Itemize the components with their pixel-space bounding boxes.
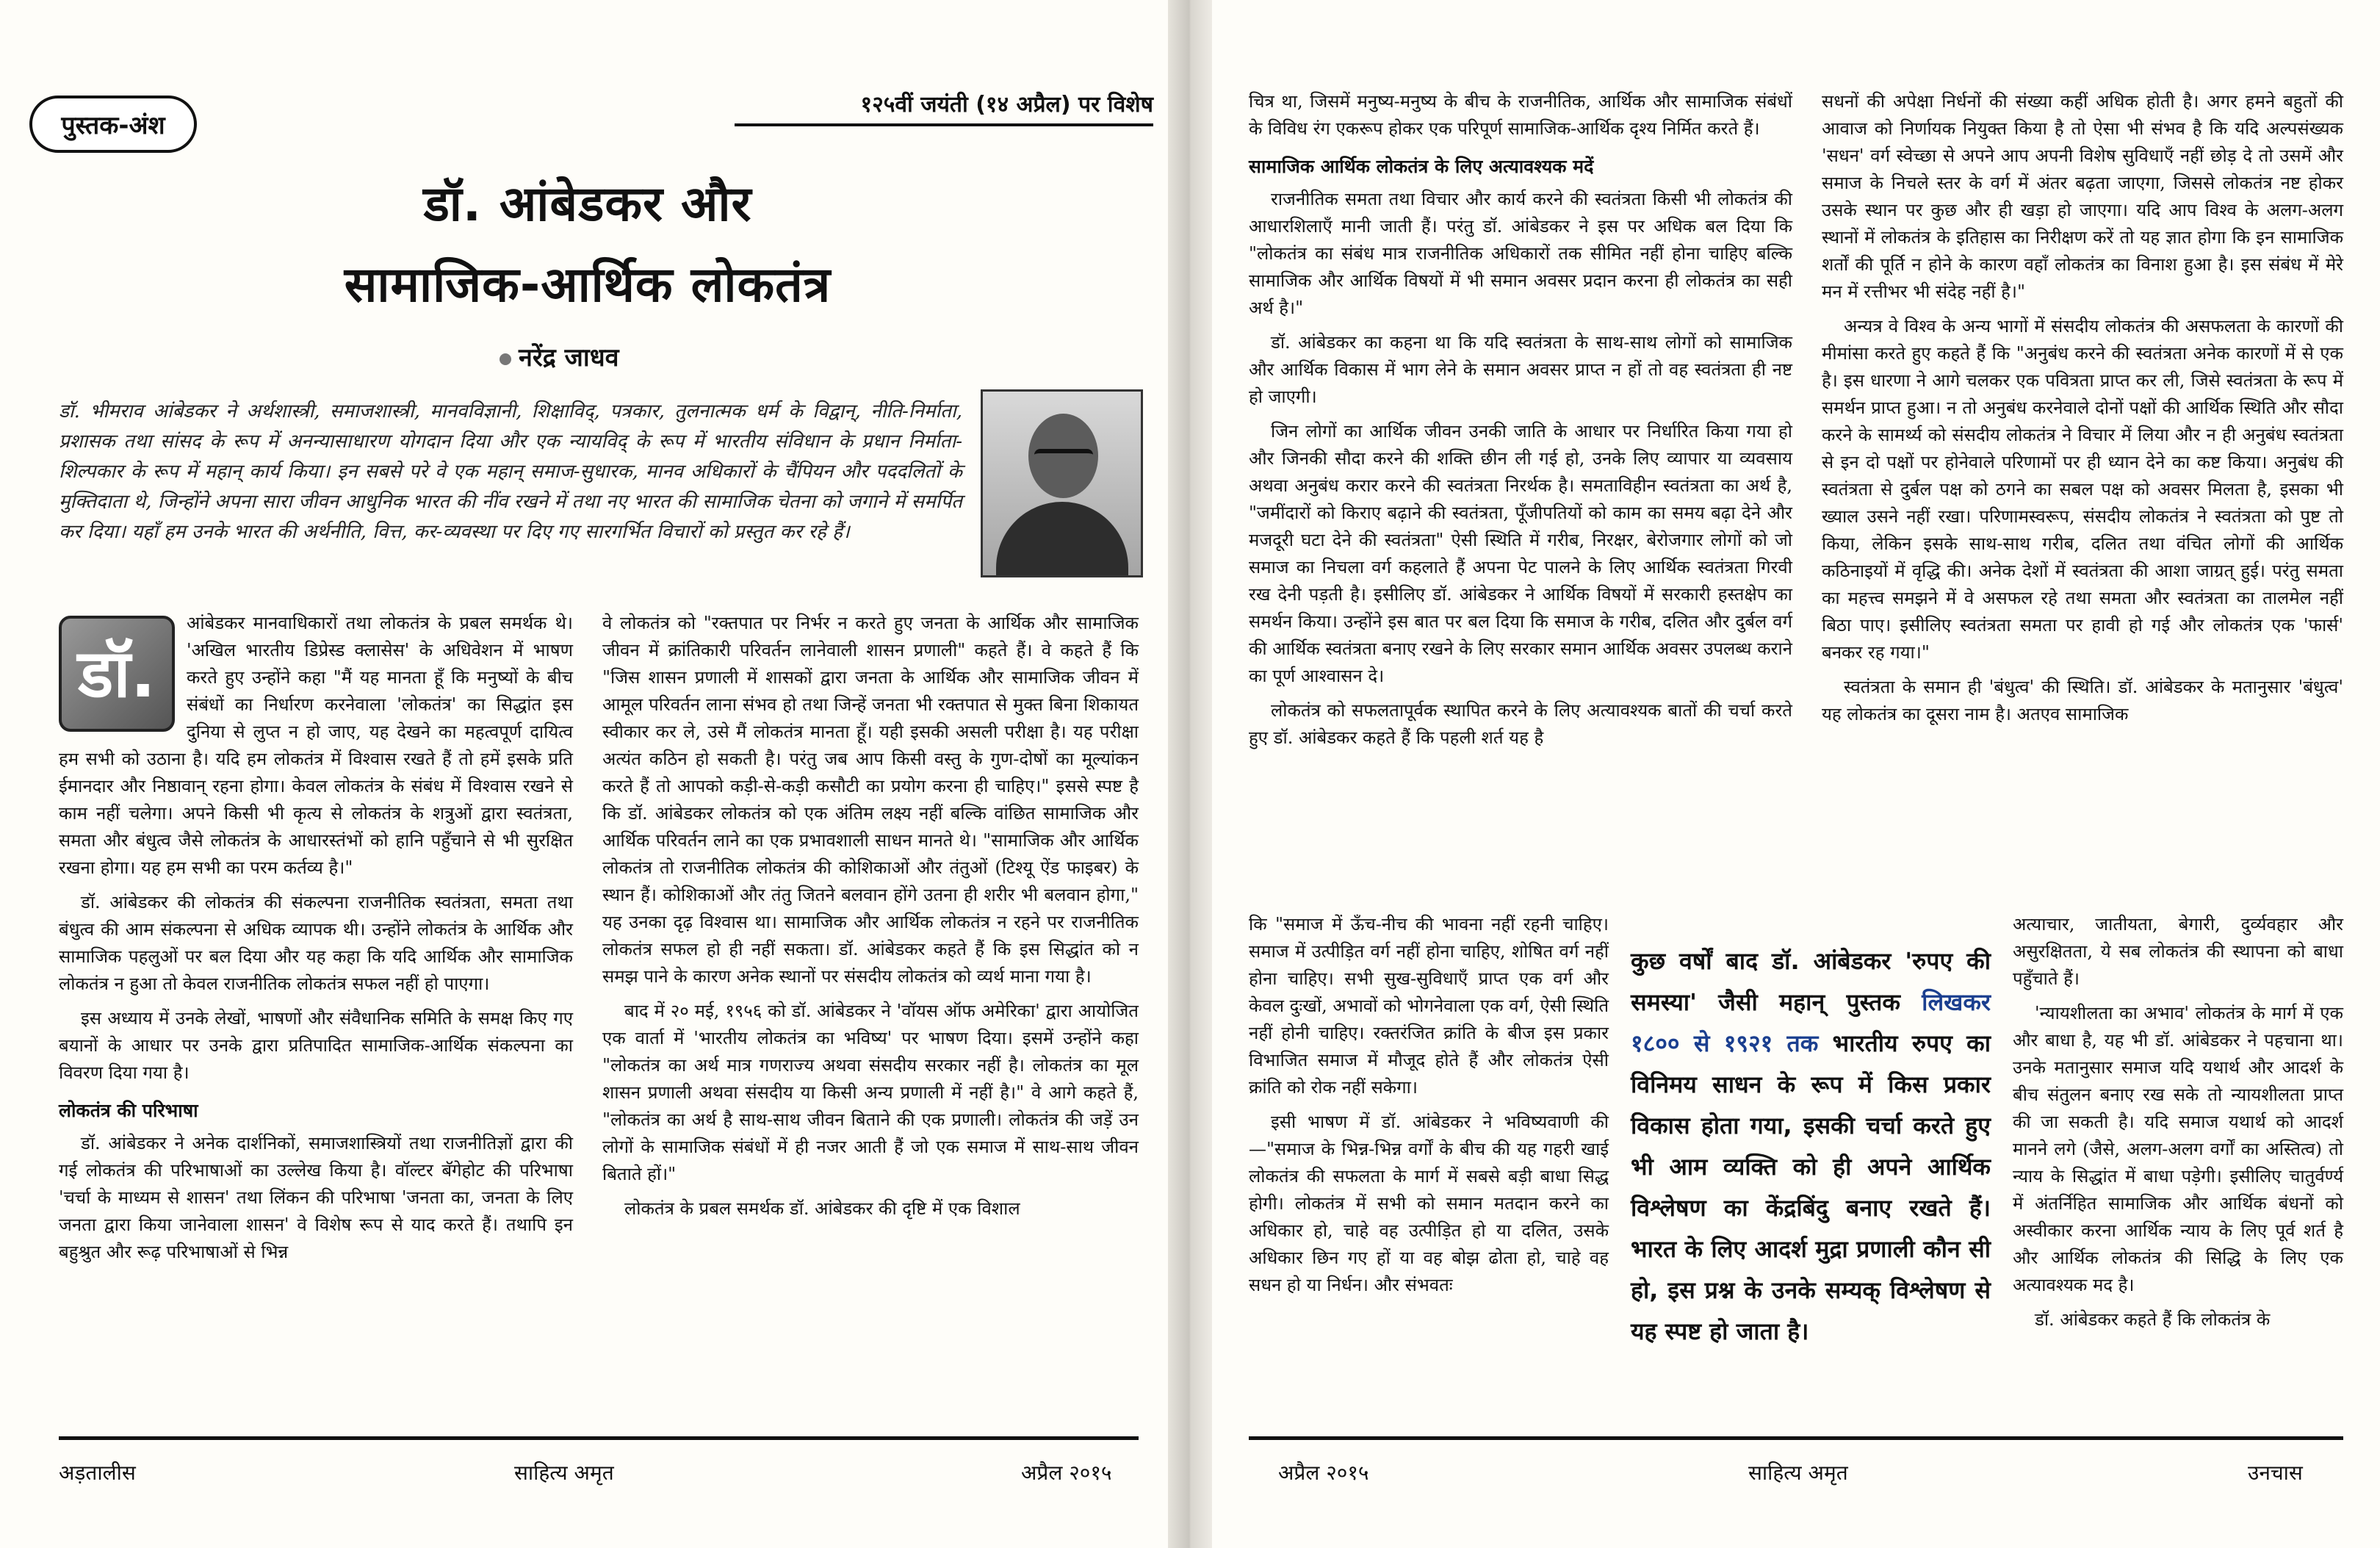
opening-text: आंबेडकर मानवाधिकारों तथा लोकतंत्र के प्रबल समर्थक थे। 'अखिल भारतीय डिप्रेस्ड क्लासेस' के अधिवेशन में भाषण करते हुए उन्होंने कहा "मैं यह मानता हूँ कि मनुष्यों के बीच संबंधों का निर्धारण करनेवाला 'लोकतंत्र' का सिद्धांत इस दुनिया से लुप्त न हो जाए, यह देखने का महत्वपूर्ण दायित्व हम सभी को उठाना है। यदि हम लोकतंत्र में विश्वास रखते हैं तो हमें इसके प्रति ईमानदार और निष्ठावान् रहना होगा। केवल लोकतंत्र के संबंध में विश्वास रखने से काम नहीं चलेगा। अपने किसी भी कृत्य से लोकतंत्र के शत्रुओं द्वारा स्वतंत्रता, समता और बंधुत्व जैसे लोकतंत्र के आधारस्तंभों को हानि पहुँचाने से भी सुरक्षित रखना होगा। यह हम सभी का परम कर्तव्य है।" — [59, 613, 573, 878]
paragraph: डॉ. आंबेडकर ने अनेक दार्शनिकों, समाजशास्त्रियों तथा राजनीतिज्ञों द्वारा की गई लोकतंत्र की परिभाषाओं का उल्लेख किया है। वॉल्टर बॅगेहोट की परिभाषा 'चर्चा के माध्यम से शासन' तथा लिंकन की परिभाषा 'जनता का, जनता के लिए जनता द्वारा किया जानेवाला शासन' वे विशेष रूप से याद करते हैं। तथापि इन बहुश्रुत और रूढ़ परिभाषाओं से भिन्न — [59, 1133, 573, 1262]
intro-paragraph: डॉ. भीमराव आंबेडकर ने अर्थशास्त्री, समाजशास्त्री, मानवविज्ञानी, शिक्षाविद्, पत्रकार, तुलनात्मक धर्म के विद्वान्, नीति-निर्माता, प्रशासक तथा सांसद के रूप में अनन्यासाधारण योगदान दिया और एक न्यायविद् के रूप में भारतीय संविधान के प्रधान निर्माता-शिल्पकार के रूप में महान् कार्य किया। इन सबसे परे वे एक महान् समाज-सुधारक, मानव अधिकारों के चैंपियन और पददलितों के मुक्तिदाता थे, जिन्होंने अपना सारा जीवन आधुनिक भारत की नींव रखने में तथा नए भारत की सामाजिक चेतना को जगाने में समर्पित कर दिया। यहाँ हम उनके भारत की अर्थनीति, वित्त, कर-व्यवस्था पर दिए गए सारगर्भित विचारों को प्रस्तुत कर रहे हैं। — [59, 400, 962, 543]
portrait-photo — [981, 389, 1143, 577]
right-column-2-lower — [2013, 911, 2343, 1341]
pull-quote-part-2: लिखकर १८०० से १९२१ तक — [1631, 988, 1991, 1057]
paragraph: इसी भाषण में डॉ. आंबेडकर ने भविष्यवाणी की—"समाज के भिन्न-भिन्न वर्गों के बीच की यह गहरी खाई लोकतंत्र की सफलता के मार्ग में सबसे बड़ी बाधा सिद्ध होगी। लोकतंत्र में सभी को समान मतदान करने का अधिकार हो, चाहे वह उत्पीड़ित हो या दलित, उसके अधिकार छिन गए हों या वह बोझ ढोता हो, चाहे वह सधन हो या निर्धन। और संभवतः — [1249, 1112, 1609, 1295]
paragraph: अन्यत्र वे विश्व के अन्य भागों में संसदीय लोकतंत्र की असफलता के कारणों की मीमांसा करते हुए कहते हैं कि "अनुबंध करने की स्वतंत्रता अनेक कारणों में से एक है। इस धारणा ने आगे चलकर एक पवित्रता प्राप्त कर ली, जिसे स्वतंत्रता के रूप में समर्थन प्राप्त हुआ। न तो अनुबंध करनेवाले दोनों पक्षों की आर्थिक स्थिति और सौदा करने के सामर्थ्य को संसदीय लोकतंत्र ने विचार में लिया और न ही अनुबंध स्वतंत्रता से इन दो पक्षों पर होनेवाले परिणामों पर ही ध्यान देने का कष्ट किया। अनुबंध की स्वतंत्रता से दुर्बल पक्ष को ठगने का सबल पक्ष को अवसर मिलता है, इसका भी ख्याल उसने नहीं रखा। परिणामस्वरूप, संसदीय लोकतंत्र ने स्वतंत्रता को पुष्ट तो किया, लेकिन इसके साथ-साथ गरीब, दलित तथा वंचित लोगों की आर्थिक कठिनाइयों में वृद्धि की। अनेक देशों में स्वतंत्रता की आशा जाग्रत् हुई। परंतु समता का महत्त्व समझने में वे असफल रहे तथा समता और स्वतंत्रता का तालमेल नहीं बिठा पाए। इसीलिए स्वतंत्रता समता पर हावी हो गई और लोकतंत्र एक 'फार्स' बनकर रह गया।" — [1822, 316, 2343, 663]
magazine-name: साहित्य अमृत — [514, 1461, 614, 1485]
left-column-2 — [602, 610, 1139, 1230]
article-title-line-2: सामाजिक-आर्थिक लोकतंत्र — [344, 256, 832, 313]
portrait-coat — [996, 502, 1128, 577]
paragraph: वे लोकतंत्र को "रक्तपात पर निर्भर न करते हुए जनता के आर्थिक और सामाजिक जीवन में क्रांतिकारी परिवर्तन लानेवाली शासन प्रणाली" कहते हैं। वे कहते हैं कि "जिस शासन प्रणाली में शासकों द्वारा जनता के आर्थिक और सामाजिक जीवन में आमूल परिवर्तन लाना संभव हो तथा जिन्हें जनता भी रक्तपात से मुक्त बिना शिकायत स्वीकार कर ले, उसे मैं लोकतंत्र मानता हूँ। यही इसकी असली परीक्षा है। यह परीक्षा अत्यंत कठिन हो सकती है। परंतु जब आप किसी वस्तु के गुण-दोषों का मूल्यांकन करते हैं तो आपको कड़ी-से-कड़ी कसौटी का प्रयोग करना ही चाहिए।" इससे स्पष्ट है कि डॉ. आंबेडकर लोकतंत्र को एक अंतिम लक्ष्य नहीं बल्कि वांछित सामाजिक और आर्थिक परिवर्तन लाने का एक प्रभावशाली साधन मानते थे। "सामाजिक और आर्थिक लोकतंत्र तो राजनीतिक लोकतंत्र की कोशिकाओं और तंतुओं (टिश्यू ऐंड फाइबर) के स्थान हैं। कोशिकाओं और तंतु जितने बलवान होंगे उतना ही शरीर भी बलवान होगा," यह उनका दृढ़ विश्वास था। सामाजिक और आर्थिक लोकतंत्र न रहने पर राजनीतिक लोकतंत्र सफल हो ही नहीं सकता। डॉ. आंबेडकर कहते हैं कि इस सिद्धांत को न समझ पाने के कारण अनेक स्थानों पर संसदीय लोकतंत्र को व्यर्थ माना गया है। — [602, 613, 1139, 987]
footer-rule — [59, 1436, 1139, 1440]
page-number: अड़तालीस — [59, 1461, 136, 1485]
paragraph: डॉ. आंबेडकर का कहना था कि यदि स्वतंत्रता के साथ-साथ लोगों को सामाजिक और आर्थिक विकास में भाग लेने के समान अवसर प्राप्त न हों तो वह स्वतंत्रता ही नष्ट हो जाएगी। — [1249, 332, 1792, 407]
pull-quote-part-3: भारतीय रुपए का विनिमय साधन के रूप में किस प्रकार विकास होता गया, इसकी चर्चा करते हुए भी आम व्यक्ति को ही अपने आर्थिक विश्लेषण का केंद्रबिंदु बनाए रखते हैं। भारत के लिए आदर्श मुद्रा प्रणाली कौन सी हो, इस प्रश्न के उनके सम्यक् विश्लेषण से यह स्पष्ट हो जाता है। — [1631, 1029, 1991, 1345]
paragraph: अत्याचार, जातीयता, बेगारी, दुर्व्यवहार और असुरक्षितता, ये सब लोकतंत्र की स्थापना को बाधा पहुँचाते हैं। — [2013, 914, 2343, 989]
paragraph: लोकतंत्र के प्रबल समर्थक डॉ. आंबेडकर की दृष्टि में एक विशाल — [624, 1198, 1020, 1219]
paragraph: 'न्यायशीलता का अभाव' लोकतंत्र के मार्ग में एक और बाधा है, यह भी डॉ. आंबेडकर ने पहचाना था। उनके मतानुसार समाज यदि यथार्थ और आदर्श के बीच संतुलन बनाए रख सके तो न्यायशीलता प्राप्त की जा सकती है। यदि समाज यथार्थ को आदर्श मानने लगे (जैसे, अलग-अलग वर्गों का अस्तित्व) तो न्याय के सिद्धांत में बाधा पड़ेगी। इसीलिए चातुर्वर्ण्य में अंतर्निहित सामाजिक और आर्थिक बंधनों को अस्वीकार करना आर्थिक न्याय के लिए पूर्व शर्त है और आर्थिक लोकतंत्र की सिद्धि के लिए एक अत्यावश्यक मद है। — [2013, 1003, 2343, 1295]
drop-cap: डॉ. — [59, 616, 175, 732]
left-page — [0, 0, 1168, 1548]
opening-paragraph — [59, 610, 573, 882]
paragraph: राजनीतिक समता तथा विचार और कार्य करने की स्वतंत्रता किसी भी लोकतंत्र की आधारशिलाएँ मानी जाती हैं। परंतु डॉ. आंबेडकर ने इस पर अधिक बल दिया कि "लोकतंत्र का संबंध मात्र राजनीतिक अधिकारों तक सीमित नहीं होना चाहिए बल्कि सामाजिक और आर्थिक विषयों में भी समान अवसर प्रदान करना ही लोकतंत्र का सही अर्थ है।" — [1249, 189, 1792, 318]
pull-quote — [1631, 940, 1991, 1352]
paragraph: लोकतंत्र को सफलतापूर्वक स्थापित करने के लिए अत्यावश्यक बातों की चर्चा करते हुए डॉ. आंबेडकर कहते हैं कि पहली शर्त यह है — [1249, 700, 1792, 748]
section-heading: सामाजिक आर्थिक लोकतंत्र के लिए अत्यावश्यक मदें — [1249, 156, 1594, 177]
paragraph: इस अध्याय में उनके लेखों, भाषणों और संवैधानिक समिति के समक्ष किए गए बयानों के आधार पर उनके द्वारा प्रतिपादित सामाजिक-आर्थिक संकल्पना का विवरण दिया गया है। — [59, 1008, 573, 1083]
section-badge: पुस्तक-अंश — [29, 96, 197, 153]
paragraph: डॉ. आंबेडकर कहते हैं कि लोकतंत्र के — [2035, 1309, 2271, 1330]
binding-gutter — [1168, 0, 1212, 1548]
article-title-line-1: डॉ. आंबेडकर और — [423, 176, 752, 232]
author-byline — [500, 339, 619, 373]
page-number: उनचास — [2248, 1461, 2303, 1485]
paragraph: जिन लोगों का आर्थिक जीवन उनकी जाति के आधार पर निर्धारित किया गया हो और जिनकी सौदा करने की शक्ति छीन ली गई हो, उनके लिए व्यापार या व्यवसाय अथवा अनुबंध करार करने की स्वतंत्रता निरर्थक है। समताविहीन स्वतंत्रता का अर्थ है, "जमींदारों को किराए बढ़ाने की स्वतंत्रता, पूँजीपतियों को काम का समय बढ़ा देने और मजदूरी घटा देने की स्वतंत्रता" ऐसी स्थिति में गरीब, निरक्षर, बेरोजगार लोगों को जो समाज का निचला वर्ग कहलाते हैं अपना पेट पालने के लिए आर्थिक स्वतंत्रता गिरवी रख देनी पड़ती है। इसीलिए डॉ. आंबेडकर ने आर्थिक विषयों में सरकारी हस्तक्षेप का समर्थन किया। उन्होंने इस बात पर बल दिया कि समाज के गरीब, दलित और दुर्बल वर्ग की आर्थिक स्वतंत्रता बनाए रखने के लिए सरकार समान आर्थिक अवसर उपलब्ध कराने का पूर्ण आश्वासन दे। — [1249, 421, 1792, 686]
paragraph: बाद में २० मई, १९५६ को डॉ. आंबेडकर ने 'वॉयस ऑफ अमेरिका' द्वारा आयोजित एक वार्ता में 'भारतीय लोकतंत्र का भविष्य' पर भाषण दिया। इसमें उन्होंने कहा "लोकतंत्र का अर्थ मात्र गणराज्य अथवा संसदीय सरकार नहीं है। लोकतंत्र का मूल शासन प्रणाली अथवा संसदीय या किसी अन्य प्रणाली में नहीं है।" वे आगे कहते हैं, "लोकतंत्र का अर्थ है साथ-साथ जीवन बिताने की एक प्रणाली। लोकतंत्र की जड़ें उन लोगों के सामाजिक संबंधों में ही नजर आती हैं जो एक समाज में साथ-साथ जीवन बिताते हों।" — [602, 1001, 1139, 1184]
right-column-2 — [1822, 88, 2343, 735]
right-column-1-lower — [1249, 911, 1609, 1306]
right-column-1 — [1249, 88, 1792, 759]
paragraph: स्वतंत्रता के समान ही 'बंधुत्व' की स्थिति। डॉ. आंबेडकर के मतानुसार 'बंधुत्व' यह लोकतंत्र का दूसरा नाम है। अतएव सामाजिक — [1822, 677, 2343, 724]
pull-quote-part-1: कुछ वर्षों बाद डॉ. आंबेडकर 'रुपए की समस्या' जैसी महान् पुस्तक — [1631, 947, 1991, 1016]
author-name: नरेंद्र जाधव — [519, 343, 619, 372]
footer-rule — [1249, 1436, 2343, 1440]
paragraph: कि "समाज में ऊँच-नीच की भावना नहीं रहनी चाहिए। समाज में उत्पीड़ित वर्ग नहीं होना चाहिए, शोषित वर्ग नहीं होना चाहिए। सभी सुख-सुविधाएँ प्राप्त एक वर्ग और केवल दुःखों, अभावों को भोगनेवाला एक वर्ग, ऐसी स्थिति नहीं होनी चाहिए। रक्तरंजित क्रांति के बीज इस प्रकार विभाजित समाज में मौजूद होते हैं और लोकतंत्र ऐसी क्रांति को रोक नहीं सकेगा। — [1249, 914, 1609, 1098]
paragraph: चित्र था, जिसमें मनुष्य-मनुष्य के बीच के राजनीतिक, आर्थिक और सामाजिक संबंधों के विविध रंग एकरूप होकर एक परिपूर्ण सामाजिक-आर्थिक दृश्य निर्मित करते हैं। — [1249, 91, 1792, 139]
bullet-icon — [500, 353, 511, 365]
issue-date: अप्रैल २०१५ — [1021, 1461, 1112, 1485]
magazine-name: साहित्य अमृत — [1748, 1461, 1848, 1485]
issue-date: अप्रैल २०१५ — [1278, 1461, 1369, 1485]
paragraph: डॉ. आंबेडकर की लोकतंत्र की संकल्पना राजनीतिक स्वतंत्रता, समता तथा बंधुत्व की आम संकल्पना से अधिक व्यापक थी। उन्होंने लोकतंत्र के आर्थिक और सामाजिक पहलुओं पर बल दिया और यह कहा कि यदि आर्थिक और सामाजिक लोकतंत्र न हुआ तो केवल राजनीतिक लोकतंत्र सफल नहीं हो पाएगा। — [59, 892, 573, 994]
anniversary-tagline: १२५वीं जयंती (१४ अप्रैल) पर विशेष — [735, 88, 1153, 126]
portrait-glasses — [1034, 449, 1093, 469]
left-column-1 — [59, 610, 573, 1273]
paragraph: सधनों की अपेक्षा निर्धनों की संख्या कहीं अधिक होती है। अगर हमने बहुतों की आवाज को निर्णायक नियुक्त किया है तो ऐसा भी संभव है कि यदि अल्पसंख्यक 'सधन' वर्ग स्वेच्छा से अपने आप अपनी विशेष सुविधाएँ नहीं छोड़ दे तो उसमें और समाज के निचले स्तर के वर्ग में अंतर बढ़ता जाएगा, जिससे लोकतंत्र नष्ट होकर उसके स्थान पर कुछ और ही खड़ा हो जाएगा। यदि आप विश्व के अलग-अलग स्थानों में लोकतंत्र के इतिहास का निरीक्षण करें तो यह ज्ञात होगा कि इन सामाजिक शर्तों की पूर्ति न होने के कारण वहाँ लोकतंत्र का विनाश हुआ है। इस संबंध में मेरे मन में रत्तीभर भी संदेह नहीं है।" — [1822, 91, 2343, 302]
section-heading: लोकतंत्र की परिभाषा — [59, 1100, 198, 1121]
